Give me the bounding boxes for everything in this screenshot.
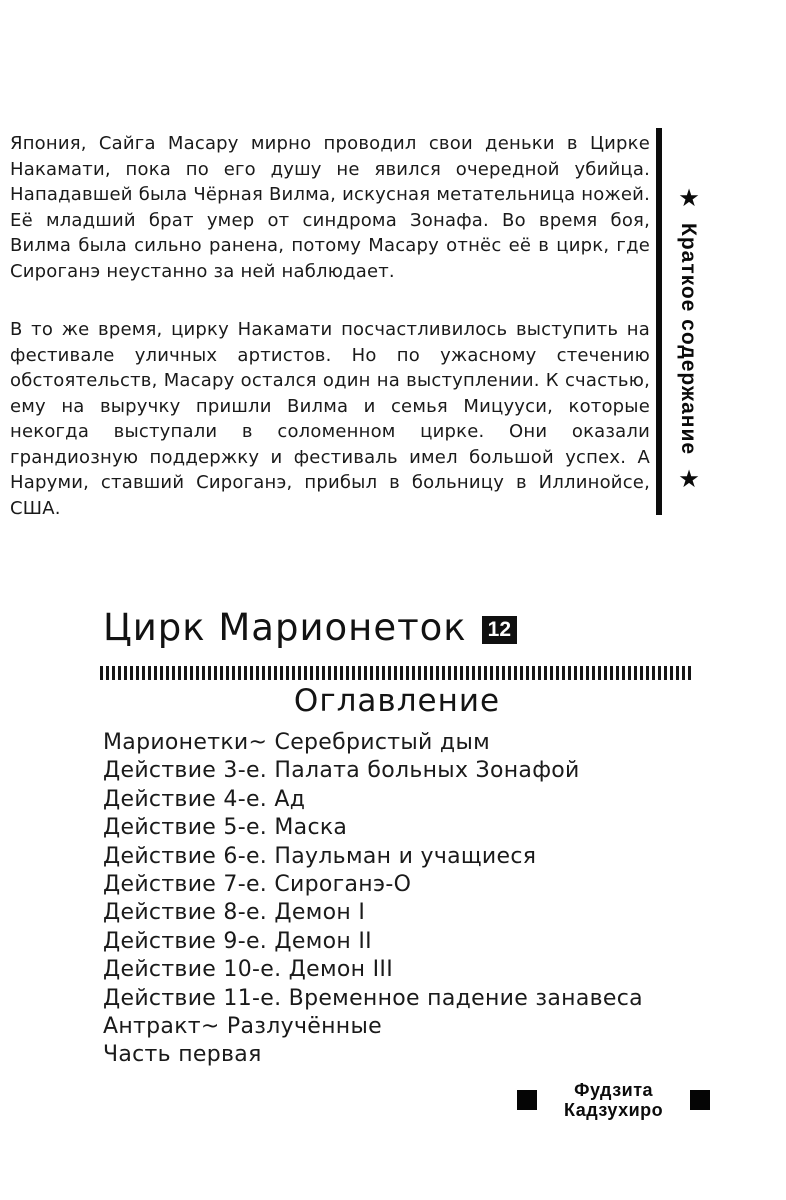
toc-item: Действие 4-е. Ад [103, 786, 306, 812]
toc-item: Действие 11-е. Временное падение занавеса [103, 985, 643, 1011]
toc-item: Действие 8-е. Демон I [103, 900, 366, 926]
synopsis-paragraph-1: Япония, Сайга Масару мирно проводил свои деньки в Цирке Накамати, пока по его душу не явился очередной убийца. Нападавшей была Чёрная Вилма, искусная метательница ножей. Её младший брат умер от синдрома Зонафа. Во время боя, Вилма была сильно ранена, потому Масару отнёс её в цирк, где Сироганэ неустанно за ней наблюдает. [10, 133, 650, 282]
synopsis-paragraph-2: В то же время, цирку Накамати посчастливилось выступить на фестивале уличных артистов. Но по ужасному стечению обстоятельств, Масару остался один на выступлении. К счастью, ему на выручку пришли Вилма и семья Мицууси, которые некогда выступали в соломенном цирке. Они оказали грандиозную поддержку и фестиваль имел большой успех. А Наруми, ставший Сироганэ, прибыл в больницу в Иллинойсе, США. [10, 319, 650, 519]
title-block [103, 606, 517, 649]
square-marker-icon [690, 1090, 710, 1110]
author-name [564, 1080, 663, 1120]
toc-item: Действие 7-е. Сироганэ-О [103, 872, 412, 898]
summary-sidebar-label: Краткое содержание [677, 223, 700, 456]
toc-item: Действие 5-е. Маска [103, 815, 348, 841]
summary-sidebar [672, 186, 704, 493]
author-name-line-2: Кадзухиро [564, 1100, 664, 1120]
toc-list [103, 729, 643, 1070]
toc-item: Действие 3-е. Палата больных Зонафой [103, 758, 580, 784]
toc-item: Действие 9-е. Демон II [103, 928, 372, 954]
volume-badge: 12 [482, 616, 517, 644]
toc-item: Марионетки~ Серебристый дым [103, 730, 491, 755]
toc-item: Часть первая [103, 1042, 262, 1068]
square-marker-icon [517, 1090, 537, 1110]
synopsis-section [10, 131, 650, 521]
toc-item: Антракт~ Разлучённые [103, 1014, 382, 1040]
toc-item: Действие 10-е. Демон III [103, 957, 393, 983]
toc-item: Действие 6-е. Паульман и учащиеся [103, 843, 537, 869]
star-icon: ★ [677, 186, 700, 211]
star-icon: ★ [677, 467, 700, 493]
series-title: Цирк Марионеток [103, 606, 467, 649]
author-block [517, 1080, 710, 1120]
barcode-divider [100, 666, 694, 680]
toc-heading: Оглавление [293, 683, 501, 719]
author-name-line-1: Фудзита [574, 1080, 654, 1100]
vertical-divider-rule [656, 128, 662, 515]
